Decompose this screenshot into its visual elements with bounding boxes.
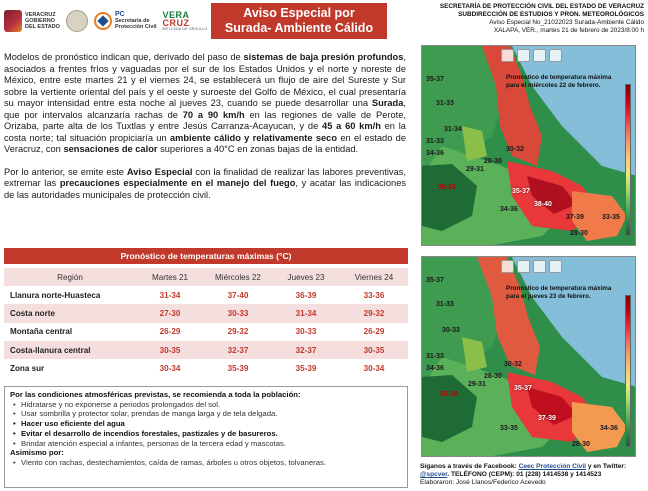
temperature-map-thursday [421, 256, 636, 457]
bulletin-number: Aviso Especial No_21022023 Surada-Ambiente Cálido [489, 19, 644, 26]
temp-cell: 30-35 [159, 345, 181, 355]
map-label: 35-37 [426, 76, 444, 83]
agency-name: SECRETARÍA DE PROTECCIÓN CIVIL DEL ESTADO DE VERACRUZ [439, 3, 644, 10]
text-run: en las regiones de valle de Perote, Orizaba, parte alta de los Tuxtlas y entre Jesús Carranza-Acayucan, y de [4, 109, 406, 132]
logo-line: GOBIERNO [25, 18, 55, 24]
recommendations-list [10, 400, 402, 449]
map-label: 38-40 [534, 201, 552, 208]
list-item: • Evitar el desarrollo de incendios forestales, pastizales y de basureros. [10, 429, 402, 439]
temp-cell: 30-34 [159, 363, 181, 373]
bulletin-body [4, 52, 406, 202]
logo-line: DEL ESTADO [25, 24, 60, 30]
list-item: • Hidratarse y no exponerse a periodos prolongados del sol. [10, 400, 402, 410]
temp-cell: 31-34 [295, 308, 317, 318]
temp-cell: 30-34 [363, 363, 385, 373]
map-label: 31-34 [444, 126, 462, 133]
temp-cell: 30-35 [363, 345, 385, 355]
veracruz-logo-icon [549, 260, 562, 273]
temp-cell: 30-33 [227, 308, 249, 318]
list-item: • Usar sombrilla y protector solar, prendas de manga larga y de tela delgada. [10, 409, 402, 419]
temp-cell: 26-29 [159, 327, 181, 337]
region-cell: Costa norte [10, 308, 55, 318]
temp-cell: 29-32 [227, 327, 249, 337]
veracruz-gobierno-logo [4, 10, 60, 32]
seal-icon [66, 10, 88, 32]
temp-cell: 35-39 [295, 363, 317, 373]
column-header: Viernes 24 [354, 272, 394, 282]
map-label: 29-31 [468, 381, 486, 388]
forecast-table-title: Pronóstico de temperaturas máximas (°C) [4, 248, 408, 264]
map-label: 30-33 [442, 327, 460, 334]
temp-cell: 31-34 [159, 290, 181, 300]
map-label: 33-35 [602, 214, 620, 221]
map-label: 26-28 [438, 184, 456, 191]
bold-text: precauciones especialmente en el manejo del fuego [59, 178, 296, 189]
pc-emblem-icon [533, 49, 546, 62]
map-label: 31-33 [436, 301, 454, 308]
map-caption: Pronóstico de temperatura máxima para el jueves 23 de febrero. [506, 285, 612, 300]
bold-text: sistemas de baja presión profundos [243, 52, 404, 62]
bold-text: ambiente cálido y relativamente seco [169, 132, 338, 143]
logo-line: VERACRUZ [25, 12, 56, 18]
map-label: 37-39 [566, 214, 584, 221]
map-label: 31-33 [436, 100, 454, 107]
facebook-link[interactable]: Ceec Protección Civil [518, 463, 587, 470]
footer-authors: Elaboraron: José Llanos/Federico Acevedo [420, 479, 546, 486]
secretaria-gobierno-seal [66, 10, 88, 32]
map-label: 28-30 [484, 158, 502, 165]
map-label: 34-36 [500, 206, 518, 213]
title-line-1: Aviso Especial por [243, 6, 355, 20]
map-label: 29-31 [466, 166, 484, 173]
text-run: , que por intervalos alcanzaría rachas de [4, 98, 406, 120]
text-run: con la finalidad de realizar las labores preventivas, extremar las [4, 166, 406, 189]
also-title: Asimismo por: [10, 448, 64, 458]
bulletin-title [211, 3, 387, 39]
map-logo-strip [501, 260, 562, 273]
map-label: 31-33 [426, 138, 444, 145]
logo-line: Secretaría de [114, 18, 150, 24]
paragraph-advisory [4, 167, 406, 202]
temp-cell: 30-33 [295, 327, 317, 337]
map-label: 35-37 [426, 277, 444, 284]
temperature-map-wednesday [421, 45, 636, 246]
temp-cell: 27-30 [159, 308, 181, 318]
map-label: 28-30 [484, 373, 502, 380]
recommendations-title: Por las condiciones atmosféricas previstas, se recomienda a toda la población: [10, 390, 301, 399]
text-run: , y acatar las indicaciones de las autoridades municipales de protección civil. [4, 178, 407, 201]
veracruz-shield-icon [501, 49, 514, 62]
map-label: 33-35 [500, 425, 518, 432]
map-label: 34-36 [426, 150, 444, 157]
bold-text: Surada [371, 98, 404, 109]
pc-emblem-icon [533, 260, 546, 273]
map-label: 30-32 [506, 146, 524, 153]
map-label: 28-30 [570, 230, 588, 237]
temp-cell: 26-29 [363, 327, 385, 337]
list-item: • Hacer uso eficiente del agua [10, 419, 402, 429]
table-row [4, 359, 408, 377]
footer-facebook-prefix: Síganos a través de Facebook: [420, 463, 519, 470]
column-header: Martes 21 [152, 272, 188, 282]
also-list [10, 458, 402, 468]
seal-icon [517, 260, 530, 273]
temperature-legend-bar [625, 84, 631, 236]
table-row [4, 304, 408, 322]
column-header: Región [57, 272, 83, 282]
bold-text: 70 a 90 km/h [182, 109, 245, 120]
table-row [4, 323, 408, 341]
map-label: 26-28 [440, 391, 458, 398]
map-label: 35-37 [514, 385, 532, 392]
proteccion-civil-logo [94, 12, 157, 30]
region-cell: Montaña central [10, 327, 73, 337]
footer [420, 463, 646, 487]
temp-cell: 33-36 [363, 290, 385, 300]
map-label: 28-30 [572, 441, 590, 448]
bold-text: sensaciones de calor [63, 144, 158, 155]
temp-cell: 32-37 [295, 345, 317, 355]
footer-phone: . TELÉFONO (CEPM): 01 (228) 1414538 y 1414523 [447, 471, 602, 478]
map-label: 34-36 [426, 365, 444, 372]
bold-text: 45 a 60 km/h [322, 121, 381, 132]
table-row [4, 286, 408, 304]
region-cell: Llanura norte-Huasteca [10, 290, 101, 300]
temp-cell: 37-40 [227, 290, 249, 300]
table-row [4, 341, 408, 359]
forecast-header-row [4, 268, 408, 286]
veracruz-shield-icon [4, 10, 22, 32]
temp-cell: 32-37 [227, 345, 249, 355]
text-run: Modelos de pronóstico indican que, derivado del paso de [4, 52, 244, 62]
logo-strip [4, 3, 209, 39]
list-item: • Brindar atención especial a infantes, personas de la tercera edad y mascotas. [10, 439, 402, 449]
map-label: 37-39 [538, 415, 556, 422]
veracruz-logo-icon [549, 49, 562, 62]
list-item: • Viento con rachas, destechamientos, caída de ramas, árboles u otros objetos, tolvaneras. [10, 458, 402, 468]
logo-line: ME LLENA DE ORGULLO [162, 27, 208, 31]
map-caption: Pronóstico de temperatura máxima para el miércoles 22 de febrero. [506, 74, 612, 89]
seal-icon [517, 49, 530, 62]
region-cell: Zona sur [10, 363, 45, 373]
temperature-legend-bar [625, 295, 631, 447]
text-run: en el estado de Veracruz, con [4, 132, 406, 155]
footer-twitter-prefix: y en Twitter: [586, 463, 627, 470]
veracruz-me-llena-de-orgullo-logo [163, 11, 208, 31]
bold-text: Aviso Especial [126, 166, 193, 177]
map-label: 30-32 [504, 361, 522, 368]
recommendations-box [4, 386, 408, 488]
map-label: 35-37 [512, 188, 530, 195]
agency-subdirectorate: SUBDIRECCIÓN DE ESTUDIOS Y PRON. METEOROLÓGICOS [458, 11, 644, 18]
temp-cell: 35-39 [227, 363, 249, 373]
header [0, 0, 648, 42]
region-cell: Costa-llanura central [10, 345, 91, 355]
issue-date: XALAPA, VER., martes 21 de febrero de 2023/8:00 h [493, 27, 644, 34]
logo-line: CRUZ [162, 18, 190, 28]
column-header: Miércoles 22 [215, 272, 261, 282]
text-run: superiores a 40°C en zonas bajas de la entidad. [157, 144, 359, 155]
logo-line: PC [114, 11, 125, 18]
temp-cell: 36-39 [295, 290, 317, 300]
text-run: , asociados a frentes fríos y vaguadas por el sur de los Estados Unidos y el norte y noreste de México, entre este martes 21 y el viernes 24, se establecerá un flujo de aire del Sureste y Sur sobre la vertiente oriental del país y el oeste y suroeste del Golfo de México, el cual presentaría su mayor intensidad entre esta noche al jueves 23, cuando se puede desarrollar una [4, 52, 406, 109]
title-line-2: Surada- Ambiente Cálido [224, 21, 374, 35]
map-label: 31-33 [426, 353, 444, 360]
text-run: Por lo anterior, se emite este [4, 166, 127, 177]
veracruz-shield-icon [501, 260, 514, 273]
forecast-table [4, 248, 408, 377]
temp-cell: 29-32 [363, 308, 385, 318]
twitter-link[interactable]: @spcver [420, 471, 448, 478]
pc-emblem-icon [94, 12, 112, 30]
logo-line: Protección Civil [114, 24, 157, 30]
logo-line: VERA [162, 10, 190, 20]
column-header: Jueves 23 [287, 272, 325, 282]
map-logo-strip [501, 49, 562, 62]
text-run: en la costa norte; tal situación propiciaría un [4, 121, 406, 143]
agency-block [400, 3, 644, 35]
paragraph-forecast [4, 52, 406, 156]
map-label: 34-36 [600, 425, 618, 432]
